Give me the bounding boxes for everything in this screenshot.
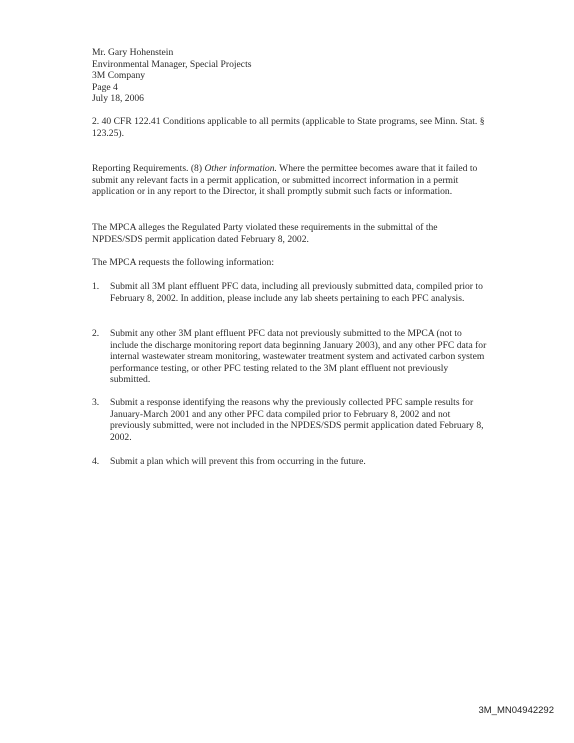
reporting-body: Where the permittee becomes aware that it failed to submit any relevant facts in a permit application, or submitted incorrect information in a permit application or in any report to the Director, it shall promptly submit such facts or information. — [92, 163, 478, 198]
allegation-block — [92, 222, 488, 245]
request-number: 3. — [92, 397, 100, 408]
recipient-company: 3M Company — [92, 70, 146, 82]
request-number: 4. — [92, 456, 100, 467]
request-text: Submit a response identifying the reasons why the previously collected PFC sample results for January-March 2001 and any other PFC data compiled prior to February 8, 2002 and not previously submitted, were not included in the NPDES/SDS permit application dated February 8, 2002. — [110, 397, 484, 443]
request-number: 2. — [92, 328, 100, 339]
reporting-paragraph — [92, 163, 488, 198]
citation-text: 2. 40 CFR 122.41 Conditions applicable to all permits (applicable to State programs, see Minn. Stat. § 123.25). — [92, 116, 485, 139]
requests-intro-block — [92, 257, 488, 269]
request-number: 1. — [92, 281, 100, 292]
reporting-requirements — [92, 163, 488, 198]
reporting-italic: Other information. — [204, 163, 277, 174]
letter-header — [92, 47, 492, 105]
request-text: Submit a plan which will prevent this from occurring in the future. — [110, 456, 366, 467]
request-text: Submit all 3M plant effluent PFC data, including all previously submitted data, compiled prior to February 8, 2002. In addition, please include any lab sheets pertaining to each PFC analysis. — [110, 281, 483, 304]
document-id: 3M_MN04942292 — [478, 705, 554, 716]
reporting-prefix: Reporting Requirements. (8) — [92, 163, 205, 174]
allegation-text: The MPCA alleges the Regulated Party violated these requirements in the submittal of the NPDES/SDS permit application dated February 8, 2002. — [92, 222, 438, 245]
recipient-name: Mr. Gary Hohenstein — [92, 47, 174, 58]
letter-date: July 18, 2006 — [92, 93, 144, 105]
recipient-title: Environmental Manager, Special Projects — [92, 58, 252, 70]
request-text: Submit any other 3M plant effluent PFC data not previously submitted to the MPCA (not to include the discharge monitoring report data beginning January 2003), and any other PFC data for internal wastewater stream monitoring, wastewater treatment system and activated carbon system performance testing, or other PFC testing related to the 3M plant effluent not previously submitted. — [110, 328, 487, 386]
section-2-citation — [92, 116, 488, 139]
requests-intro-text: The MPCA requests the following information: — [92, 257, 274, 268]
page-number: Page 4 — [92, 81, 118, 93]
